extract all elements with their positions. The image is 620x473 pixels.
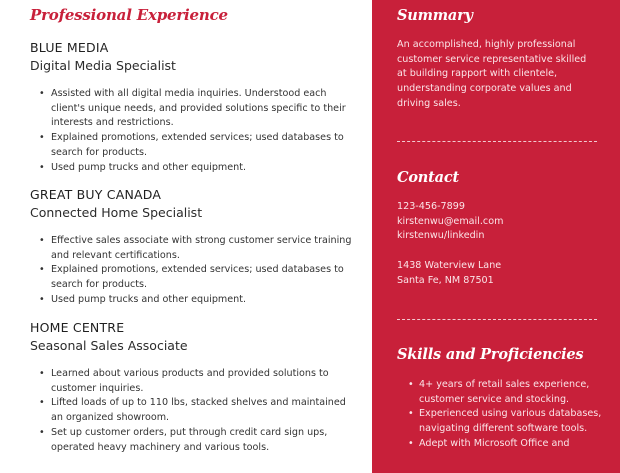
job-bullet: • Lifted loads of up to 110 lbs, stacked shelves and maintained an organized showroom. bbox=[39, 397, 346, 424]
job-bullets bbox=[30, 367, 360, 455]
skills-heading: Skills and Proficiencies bbox=[397, 346, 584, 363]
bullet-icon: • bbox=[39, 426, 45, 438]
address-line-2: Santa Fe, NM 87501 bbox=[397, 274, 494, 286]
job-bullet: • Explained promotions, extended services; used databases to search for products. bbox=[39, 132, 344, 158]
job-company: BLUE MEDIA bbox=[30, 40, 109, 55]
bullet-icon: • bbox=[408, 408, 414, 420]
skill-item: • 4+ years of retail sales experience, customer service and stocking. bbox=[408, 379, 590, 405]
contact-details bbox=[397, 200, 597, 244]
job-role: Connected Home Specialist bbox=[30, 205, 203, 220]
contact-address bbox=[397, 259, 597, 288]
bullet-icon: • bbox=[39, 368, 45, 379]
bullet-icon: • bbox=[408, 437, 414, 449]
job-company: GREAT BUY CANADA bbox=[30, 187, 162, 202]
contact-email: kirstenwu@email.com bbox=[397, 215, 504, 227]
contact-heading: Contact bbox=[397, 169, 459, 186]
bullet-icon: • bbox=[39, 161, 45, 173]
job-role: Digital Media Specialist bbox=[30, 58, 176, 73]
skills-list bbox=[397, 378, 602, 452]
skill-item: • Experienced using various databases, navigating different software tools. bbox=[408, 408, 602, 435]
summary-text: An accomplished, highly professional customer service representative skilled at building rapport with clientele, understanding corporate values and driving sales. bbox=[397, 39, 587, 109]
bullet-icon: • bbox=[39, 264, 45, 276]
job-bullet: • Set up customer orders, put through credit card sign ups, operated heavy machinery and various tools. bbox=[39, 426, 328, 453]
job-bullet: • Learned about various products and provided solutions to customer inquiries. bbox=[39, 368, 329, 394]
job-role: Seasonal Sales Associate bbox=[30, 338, 188, 353]
section-divider bbox=[397, 141, 597, 142]
bullet-icon: • bbox=[408, 379, 414, 390]
section-divider bbox=[397, 319, 597, 320]
job-bullet: • Explained promotions, extended services; used databases to search for products. bbox=[39, 264, 344, 291]
job-bullet: • Used pump trucks and other equipment. bbox=[30, 293, 360, 308]
job-great-buy-canada bbox=[30, 187, 360, 308]
contact-linkedin: kirstenwu/linkedin bbox=[397, 230, 485, 242]
skill-item: • Adept with Microsoft Office and bbox=[397, 437, 602, 452]
sidebar bbox=[372, 0, 620, 473]
job-home-centre bbox=[30, 320, 360, 455]
job-bullet: • Assisted with all digital media inquiries. Understood each client's unique needs, and provided solutions specific to their interests and restrictions. bbox=[39, 88, 346, 129]
contact-phone: 123-456-7899 bbox=[397, 201, 465, 212]
job-bullet: • Effective sales associate with strong customer service training and relevant certifications. bbox=[39, 235, 352, 261]
address-line-1: 1438 Waterview Lane bbox=[397, 260, 502, 271]
bullet-icon: • bbox=[39, 397, 45, 409]
bullet-icon: • bbox=[39, 235, 45, 246]
job-bullets bbox=[30, 87, 360, 175]
bullet-icon: • bbox=[39, 132, 45, 144]
summary-heading: Summary bbox=[397, 7, 473, 24]
job-bullets bbox=[30, 234, 360, 308]
job-blue-media bbox=[30, 40, 360, 175]
job-company: HOME CENTRE bbox=[30, 320, 125, 335]
bullet-icon: • bbox=[39, 293, 45, 305]
bullet-icon: • bbox=[39, 88, 45, 99]
job-bullet: • Used pump trucks and other equipment. bbox=[30, 161, 360, 176]
experience-heading: Professional Experience bbox=[30, 6, 228, 24]
